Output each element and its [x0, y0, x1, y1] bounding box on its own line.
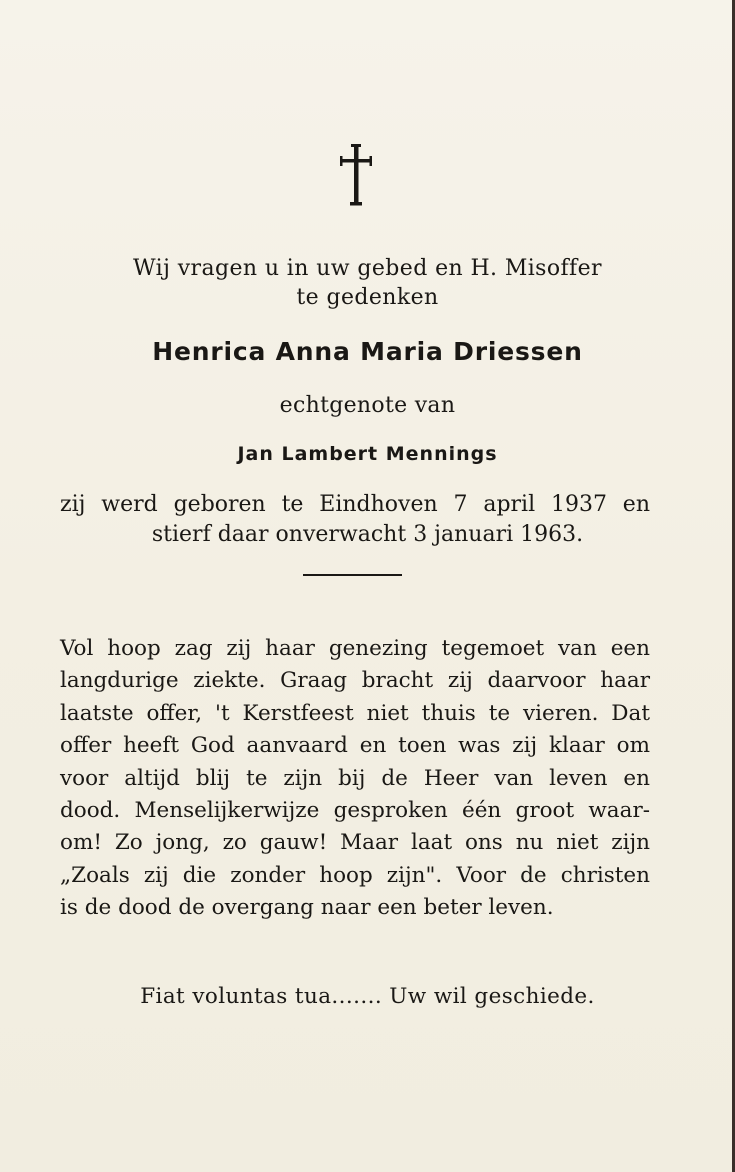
cross-icon	[339, 143, 373, 207]
birth-line: zij werd geboren te Eindhoven 7 april 1937 en	[60, 492, 650, 517]
eulogy-line: Vol hoop zag zij haar genezing tegemoet van een	[60, 636, 650, 661]
eulogy-text	[60, 633, 650, 925]
eulogy-line: voor altijd blij te zijn bij de Heer van leven en	[60, 765, 650, 791]
death-line: stierf daar onverwacht 3 januari 1963.	[151, 522, 584, 547]
deceased-name: Henrica Anna Maria Driessen	[152, 337, 583, 366]
eulogy-line: om! Zo jong, zo gauw! Maar laat ons nu niet zijn	[60, 830, 650, 856]
prayer-request-line-2: te gedenken	[296, 285, 439, 310]
eulogy-line: dood. Menselijkerwijze gesproken één groot waar-	[60, 797, 650, 823]
prayer-request	[0, 254, 735, 312]
prayer-request-line-1: Wij vragen u in uw gebed en H. Misoffer	[133, 256, 602, 281]
eulogy-line: offer heeft God aanvaard en toen was zij klaar om	[60, 733, 650, 759]
divider-rule	[303, 574, 402, 576]
closing-prayer: Fiat voluntas tua....... Uw wil geschiede.	[140, 984, 595, 1009]
eulogy-line: langdurige ziekte. Graag bracht zij daarvoor haar	[60, 668, 650, 694]
spouse-label: echtgenote van	[279, 393, 456, 418]
eulogy-line: is de dood de overgang naar een beter leven.	[60, 895, 554, 921]
eulogy-line: „Zoals zij die zonder hoop zijn". Voor de christen	[60, 862, 650, 888]
eulogy-line: laatste offer, 't Kerstfeest niet thuis te vieren. Dat	[60, 700, 650, 726]
spouse-name: Jan Lambert Mennings	[237, 443, 498, 465]
